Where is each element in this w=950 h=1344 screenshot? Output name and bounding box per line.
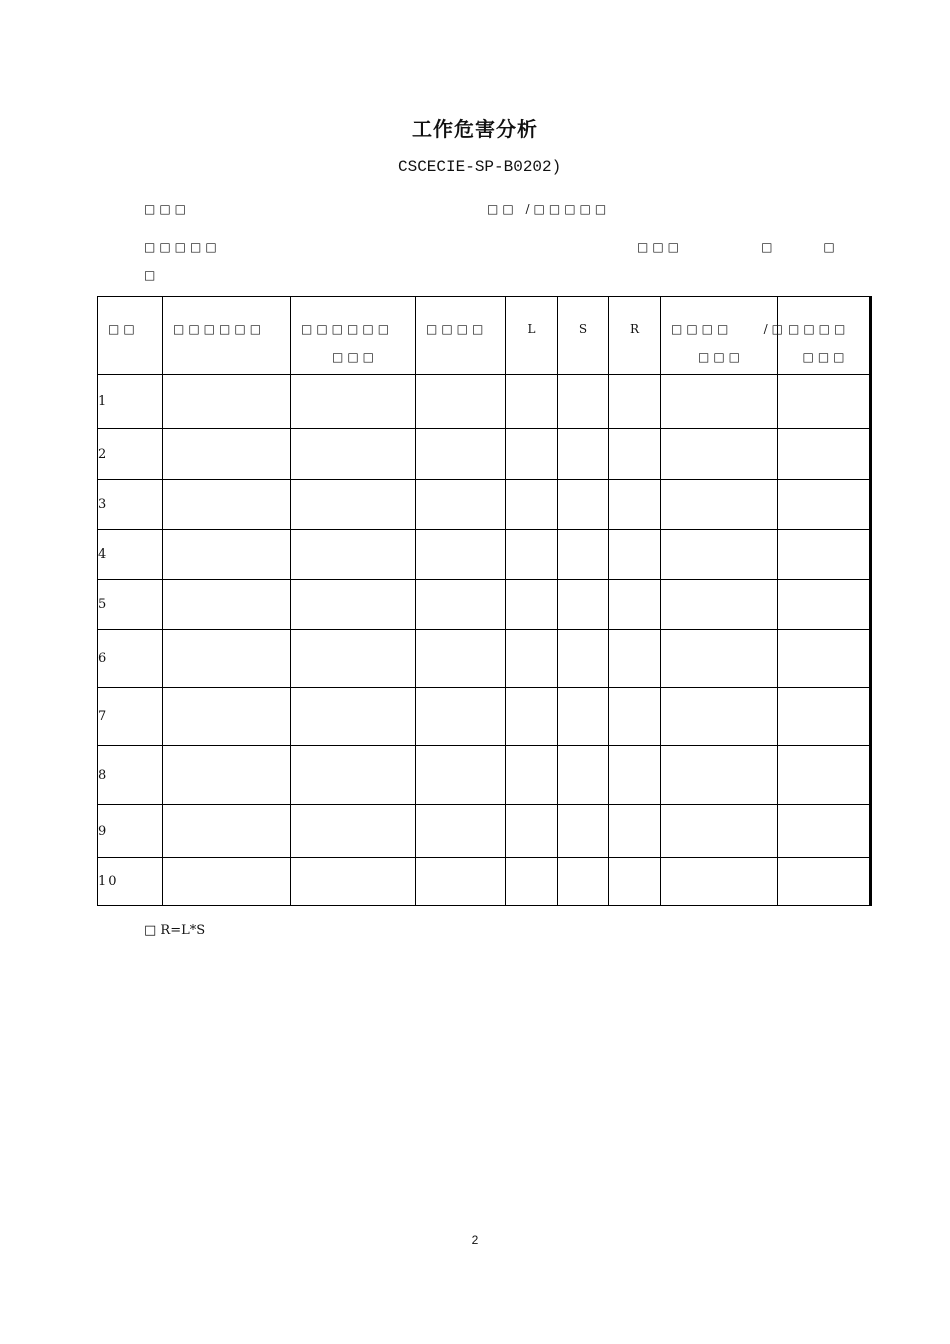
table-header-row xyxy=(98,297,871,375)
table-cell[interactable] xyxy=(163,480,291,530)
row-number: 10 xyxy=(98,858,163,906)
table-cell[interactable] xyxy=(291,580,416,630)
table-cell[interactable] xyxy=(609,688,661,746)
table-cell[interactable] xyxy=(163,688,291,746)
document-code: CSCECIE-SP-B0202) xyxy=(398,158,562,176)
table-cell[interactable] xyxy=(416,530,506,580)
header-cell: □□□□ xyxy=(416,297,506,375)
table-cell[interactable] xyxy=(163,805,291,858)
table-cell[interactable] xyxy=(506,688,558,746)
table-cell[interactable] xyxy=(506,429,558,480)
table-cell[interactable] xyxy=(558,630,609,688)
table-cell[interactable] xyxy=(609,375,661,429)
table-cell[interactable] xyxy=(778,530,871,580)
table-cell[interactable] xyxy=(506,375,558,429)
header-cell: □□□□□□ □□□ xyxy=(291,297,416,375)
table-cell[interactable] xyxy=(291,746,416,805)
table-cell[interactable] xyxy=(661,805,778,858)
table-cell[interactable] xyxy=(661,580,778,630)
row-number: 7 xyxy=(98,688,163,746)
table-cell[interactable] xyxy=(558,688,609,746)
table-cell[interactable] xyxy=(558,480,609,530)
table-cell[interactable] xyxy=(291,530,416,580)
table-cell[interactable] xyxy=(778,480,871,530)
page-number: 2 xyxy=(471,1233,479,1247)
table-row xyxy=(98,429,871,480)
table-cell[interactable] xyxy=(609,858,661,906)
table-cell[interactable] xyxy=(416,858,506,906)
table-cell[interactable] xyxy=(661,530,778,580)
table-cell[interactable] xyxy=(778,630,871,688)
table-cell[interactable] xyxy=(661,429,778,480)
table-cell[interactable] xyxy=(291,480,416,530)
header-cell-s: S xyxy=(558,297,609,375)
table-cell[interactable] xyxy=(661,688,778,746)
table-cell[interactable] xyxy=(506,630,558,688)
table-cell[interactable] xyxy=(291,429,416,480)
table-row xyxy=(98,805,871,858)
row-number: 2 xyxy=(98,429,163,480)
table-cell[interactable] xyxy=(609,480,661,530)
table-cell[interactable] xyxy=(163,580,291,630)
table-row xyxy=(98,580,871,630)
table-cell[interactable] xyxy=(291,688,416,746)
field-label-left-1: □□□ xyxy=(144,202,191,216)
field-label-right-2: □□□ □ □ xyxy=(637,240,839,254)
table-cell[interactable] xyxy=(661,746,778,805)
page-title: 工作危害分析 xyxy=(412,117,538,141)
table-cell[interactable] xyxy=(163,630,291,688)
table-cell[interactable] xyxy=(778,805,871,858)
table-cell[interactable] xyxy=(661,858,778,906)
table-cell[interactable] xyxy=(778,746,871,805)
table-cell[interactable] xyxy=(558,746,609,805)
table-cell[interactable] xyxy=(416,805,506,858)
table-row xyxy=(98,480,871,530)
header-cell-l: L xyxy=(506,297,558,375)
row-number: 9 xyxy=(98,805,163,858)
header-cell: □□□□ □□□ xyxy=(778,297,871,375)
row-number: 3 xyxy=(98,480,163,530)
table-row xyxy=(98,530,871,580)
table-cell[interactable] xyxy=(291,858,416,906)
field-label-left-2b: □ xyxy=(144,268,160,282)
formula-note: □ R=L*S xyxy=(144,923,206,938)
table-cell[interactable] xyxy=(558,530,609,580)
row-number: 4 xyxy=(98,530,163,580)
table-row xyxy=(98,630,871,688)
table-row xyxy=(98,688,871,746)
hazard-analysis-table xyxy=(97,296,872,906)
table-row xyxy=(98,746,871,805)
table-cell[interactable] xyxy=(506,805,558,858)
header-cell: □□□□□□ xyxy=(163,297,291,375)
table-cell[interactable] xyxy=(661,375,778,429)
table-cell[interactable] xyxy=(291,805,416,858)
table-cell[interactable] xyxy=(291,630,416,688)
table-cell[interactable] xyxy=(506,580,558,630)
table-cell[interactable] xyxy=(416,429,506,480)
table-cell[interactable] xyxy=(163,746,291,805)
table-cell[interactable] xyxy=(778,375,871,429)
table-cell[interactable] xyxy=(558,429,609,480)
table-cell[interactable] xyxy=(416,375,506,429)
table-cell[interactable] xyxy=(163,858,291,906)
field-label-left-2: □□□□□ xyxy=(144,240,221,254)
header-cell: □□□□ /□ □□□ xyxy=(661,297,778,375)
table-cell[interactable] xyxy=(661,480,778,530)
table-cell[interactable] xyxy=(609,580,661,630)
table-cell[interactable] xyxy=(416,688,506,746)
table-cell[interactable] xyxy=(609,805,661,858)
row-number: 5 xyxy=(98,580,163,630)
row-number: 6 xyxy=(98,630,163,688)
table-cell[interactable] xyxy=(163,429,291,480)
table-cell[interactable] xyxy=(506,746,558,805)
table-cell[interactable] xyxy=(558,375,609,429)
table-cell[interactable] xyxy=(163,530,291,580)
table-cell[interactable] xyxy=(506,530,558,580)
row-number: 8 xyxy=(98,746,163,805)
header-cell-r: R xyxy=(609,297,661,375)
table-cell[interactable] xyxy=(558,805,609,858)
field-label-right-1: □□ /□□□□□ xyxy=(487,202,611,216)
table-cell[interactable] xyxy=(778,858,871,906)
table-cell[interactable] xyxy=(609,530,661,580)
table-cell[interactable] xyxy=(291,375,416,429)
table-cell[interactable] xyxy=(609,746,661,805)
table-cell[interactable] xyxy=(416,480,506,530)
table-cell[interactable] xyxy=(609,630,661,688)
table-cell[interactable] xyxy=(609,429,661,480)
table-row xyxy=(98,375,871,429)
table-cell[interactable] xyxy=(163,375,291,429)
table-cell[interactable] xyxy=(778,688,871,746)
table-cell[interactable] xyxy=(416,630,506,688)
table-cell[interactable] xyxy=(506,858,558,906)
table-cell[interactable] xyxy=(778,580,871,630)
table-cell[interactable] xyxy=(416,746,506,805)
table-cell[interactable] xyxy=(661,630,778,688)
row-number: 1 xyxy=(98,375,163,429)
table-cell[interactable] xyxy=(558,580,609,630)
header-cell: □□ xyxy=(98,297,163,375)
table-cell[interactable] xyxy=(778,429,871,480)
table-cell[interactable] xyxy=(506,480,558,530)
table-cell[interactable] xyxy=(558,858,609,906)
table-cell[interactable] xyxy=(416,580,506,630)
table-row xyxy=(98,858,871,906)
